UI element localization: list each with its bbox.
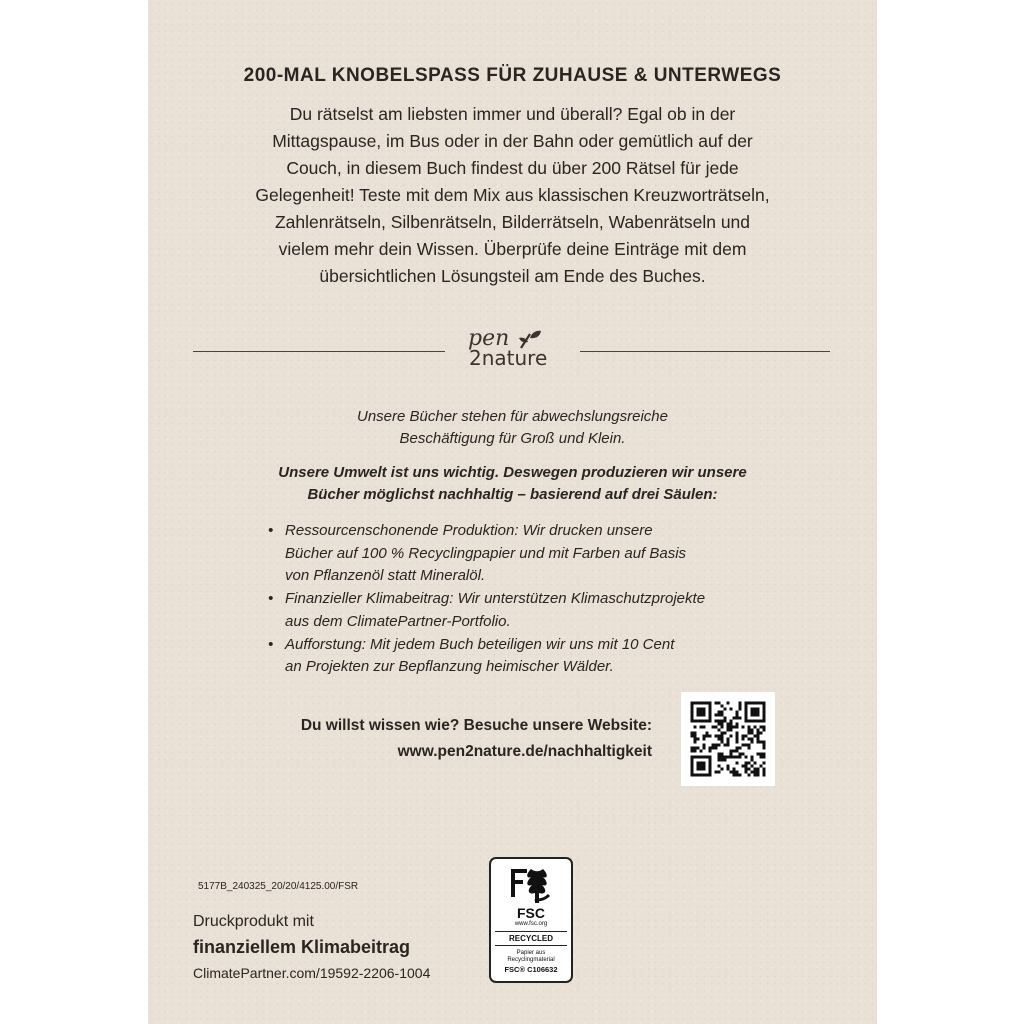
list-item-line: Finanzieller Klimabeitrag: Wir unterstützen Klimaschutzprojekte: [285, 590, 706, 608]
fsc-badge: [489, 857, 573, 983]
fsc-paper-line: Recyclingmaterial: [507, 956, 555, 963]
intro-line: Zahlenrätseln, Silbenrätseln, Bilderrätseln, Wabenrätseln und: [274, 212, 751, 232]
intro-line: Du rätselst am liebsten immer und überall? Egal ob in der: [289, 104, 736, 124]
website-url[interactable]: www.pen2nature.de/nachhaltigkeit: [397, 743, 652, 760]
mission-line: Beschäftigung für Groß und Klein.: [399, 430, 626, 447]
list-item-line: Bücher auf 100 % Recyclingpapier und mit Farben auf Basis: [285, 544, 687, 562]
book-back-cover: [148, 0, 877, 1024]
list-item: [268, 634, 788, 679]
intro-line: Mittagspause, im Bus oder in der Bahn oder gemütlich auf der: [272, 131, 753, 151]
pen2nature-logo: [448, 326, 578, 378]
logo-text-nature: 2nature: [469, 346, 548, 370]
list-item-line: an Projekten zur Bepflanzung heimischer Wälder.: [285, 658, 614, 676]
bullet-icon: •: [268, 590, 274, 608]
qr-code[interactable]: [681, 692, 775, 786]
fsc-paper-text: [491, 950, 571, 963]
environment-statement: [188, 462, 837, 506]
intro-line: Gelegenheit! Teste mit dem Mix aus klassischen Kreuzworträtseln,: [255, 185, 770, 205]
pillars-list: [268, 520, 788, 679]
mission-line: Unsere Bücher stehen für abwechslungsreiche: [356, 408, 668, 425]
bullet-icon: •: [268, 522, 274, 539]
fsc-license-code: FSC® C106632: [504, 965, 558, 974]
list-item: [268, 588, 788, 633]
headline: 200-MAL KNOBELSPASS FÜR ZUHAUSE & UNTERWEGS: [243, 65, 782, 86]
website-callout: [208, 713, 652, 765]
list-item-line: Aufforstung: Mit jedem Buch beteiligen wir uns mit 10 Cent: [285, 635, 675, 653]
divider-right: [580, 351, 830, 352]
bullet-icon: •: [268, 635, 274, 653]
print-code: 5177B_240325_20/20/4125.00/FSR: [198, 881, 359, 892]
env-line: Bücher möglichst nachhaltig – basierend auf drei Säulen:: [307, 486, 718, 503]
mission-text: [188, 406, 837, 450]
fsc-name: FSC: [517, 905, 545, 921]
website-prompt: Du willst wissen wie? Besuche unsere Website:: [300, 717, 652, 734]
qr-code-icon: [681, 692, 775, 786]
intro-line: Couch, in diesem Buch findest du über 200 Rätsel für jede: [286, 158, 739, 178]
logo-text-pen: pen: [468, 326, 510, 351]
list-item: [268, 520, 788, 588]
env-line: Unsere Umwelt ist uns wichtig. Deswegen produzieren wir unsere: [278, 464, 747, 481]
climate-label-line1: Druckprodukt mit: [193, 913, 314, 930]
fsc-url: www.fsc.org: [514, 921, 548, 927]
divider-left: [193, 351, 445, 352]
climate-label-line2: finanziellem Klimabeitrag: [193, 937, 411, 957]
climate-partner-id: ClimatePartner.com/19592-2206-1004: [193, 965, 431, 981]
list-item-line: von Pflanzenöl statt Mineralöl.: [285, 567, 486, 585]
intro-text: [188, 101, 837, 290]
fsc-paper-line: Papier aus: [516, 950, 546, 956]
fsc-tree-icon: [509, 865, 553, 905]
list-item-line: Ressourcenschonende Produktion: Wir drucken unsere: [285, 522, 653, 539]
list-item-line: aus dem ClimatePartner-Portfolio.: [285, 612, 511, 630]
intro-line: übersichtlichen Lösungsteil am Ende des Buches.: [319, 266, 706, 286]
intro-line: vielem mehr dein Wissen. Überprüfe deine Einträge mit dem: [278, 239, 747, 259]
fsc-recycled-label: RECYCLED: [495, 931, 567, 946]
